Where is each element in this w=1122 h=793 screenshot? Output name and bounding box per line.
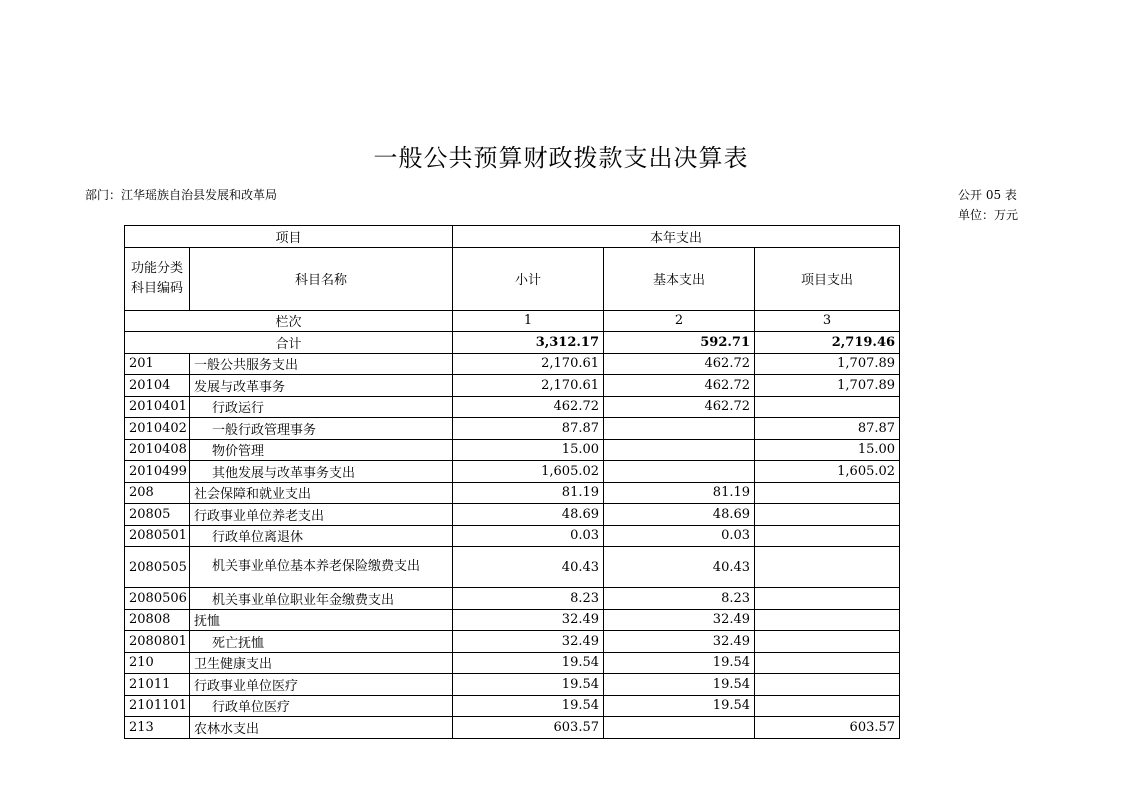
row-subtotal: 32.49 [453,631,604,653]
row-code: 210 [125,652,190,674]
row-subtotal: 32.49 [453,609,604,631]
row-subtotal: 0.03 [453,525,604,547]
row-name: 物价管理 [190,439,453,461]
row-basic: 32.49 [604,631,755,653]
table-row [125,461,900,483]
row-subtotal: 19.54 [453,652,604,674]
column-index-1: 1 [453,310,604,332]
table-row [125,396,900,418]
row-project [755,482,900,504]
table-row [125,652,900,674]
table-row [125,631,900,653]
row-subtotal: 19.54 [453,695,604,717]
row-code: 208 [125,482,190,504]
table-row [125,504,900,526]
row-name: 一般公共服务支出 [190,353,453,375]
row-project: 603.57 [755,717,900,739]
column-index-3: 3 [755,310,900,332]
row-code: 201 [125,353,190,375]
table-row [125,609,900,631]
table-row [125,588,900,610]
header-project: 项目支出 [755,247,900,310]
form-number: 公开 05 表 [958,188,1017,202]
row-basic: 48.69 [604,504,755,526]
row-code: 20805 [125,504,190,526]
column-index-2: 2 [604,310,755,332]
row-subtotal: 2,170.61 [453,353,604,375]
page-title: 一般公共预算财政拨款支出决算表 [373,144,749,172]
row-basic [604,439,755,461]
row-subtotal: 8.23 [453,588,604,610]
row-basic [604,418,755,440]
row-basic: 462.72 [604,353,755,375]
table-row [125,674,900,696]
row-basic [604,717,755,739]
total-basic: 592.71 [604,332,755,354]
row-subtotal: 15.00 [453,439,604,461]
row-name: 死亡抚恤 [190,631,453,653]
row-name: 机关事业单位基本养老保险缴费支出 [190,547,453,588]
row-code: 2080505 [125,547,190,588]
row-basic: 81.19 [604,482,755,504]
row-subtotal: 603.57 [453,717,604,739]
row-name: 行政单位离退休 [190,525,453,547]
row-subtotal: 87.87 [453,418,604,440]
row-code: 213 [125,717,190,739]
row-basic: 40.43 [604,547,755,588]
unit-label: 单位：万元 [958,208,1019,222]
table-row [125,547,900,588]
header-current-year: 本年支出 [453,226,900,248]
row-code: 2080501 [125,525,190,547]
row-project: 87.87 [755,418,900,440]
table-row [125,482,900,504]
row-project: 1,707.89 [755,375,900,397]
header-subtotal: 小计 [453,247,604,310]
row-code: 2080801 [125,631,190,653]
row-project [755,504,900,526]
table-row [125,375,900,397]
row-code: 2080506 [125,588,190,610]
row-basic: 0.03 [604,525,755,547]
row-project [755,547,900,588]
row-subtotal: 81.19 [453,482,604,504]
row-code: 2101101 [125,695,190,717]
total-row [125,332,900,354]
row-project [755,396,900,418]
header-name: 科目名称 [190,247,453,310]
row-basic: 32.49 [604,609,755,631]
row-subtotal: 19.54 [453,674,604,696]
row-basic [604,461,755,483]
row-name: 抚恤 [190,609,453,631]
header-row-top [125,226,900,248]
row-subtotal: 462.72 [453,396,604,418]
row-basic: 462.72 [604,396,755,418]
table-row [125,353,900,375]
row-subtotal: 1,605.02 [453,461,604,483]
row-project: 15.00 [755,439,900,461]
row-basic: 19.54 [604,674,755,696]
column-index-row [125,310,900,332]
row-name: 发展与改革事务 [190,375,453,397]
row-name: 行政单位医疗 [190,695,453,717]
row-subtotal: 40.43 [453,547,604,588]
table-row [125,695,900,717]
row-name: 行政事业单位养老支出 [190,504,453,526]
row-name: 行政事业单位医疗 [190,674,453,696]
row-code: 2010499 [125,461,190,483]
row-name: 行政运行 [190,396,453,418]
row-name: 一般行政管理事务 [190,418,453,440]
table-row [125,717,900,739]
row-code: 20808 [125,609,190,631]
row-basic: 19.54 [604,652,755,674]
row-subtotal: 48.69 [453,504,604,526]
row-code: 2010408 [125,439,190,461]
row-project [755,652,900,674]
table-row [125,418,900,440]
header-code: 功能分类科目编码 [125,247,190,310]
row-name: 社会保障和就业支出 [190,482,453,504]
row-code: 2010402 [125,418,190,440]
header-item: 项目 [125,226,453,248]
row-name: 农林水支出 [190,717,453,739]
total-label: 合计 [125,332,453,354]
total-project: 2,719.46 [755,332,900,354]
row-code: 21011 [125,674,190,696]
row-project [755,609,900,631]
table-row [125,439,900,461]
row-name: 卫生健康支出 [190,652,453,674]
row-basic: 462.72 [604,375,755,397]
row-subtotal: 2,170.61 [453,375,604,397]
header-basic: 基本支出 [604,247,755,310]
header-row-columns [125,247,900,310]
row-project [755,695,900,717]
row-project [755,674,900,696]
expenditure-table [124,225,900,739]
row-name: 其他发展与改革事务支出 [190,461,453,483]
row-basic: 8.23 [604,588,755,610]
row-project: 1,707.89 [755,353,900,375]
row-project: 1,605.02 [755,461,900,483]
row-project [755,525,900,547]
row-name: 机关事业单位职业年金缴费支出 [190,588,453,610]
row-code: 2010401 [125,396,190,418]
column-index-label: 栏次 [125,310,453,332]
row-project [755,631,900,653]
row-basic: 19.54 [604,695,755,717]
row-code: 20104 [125,375,190,397]
row-project [755,588,900,610]
table-row [125,525,900,547]
total-subtotal: 3,312.17 [453,332,604,354]
department-label: 部门：江华瑶族自治县发展和改革局 [85,188,278,202]
